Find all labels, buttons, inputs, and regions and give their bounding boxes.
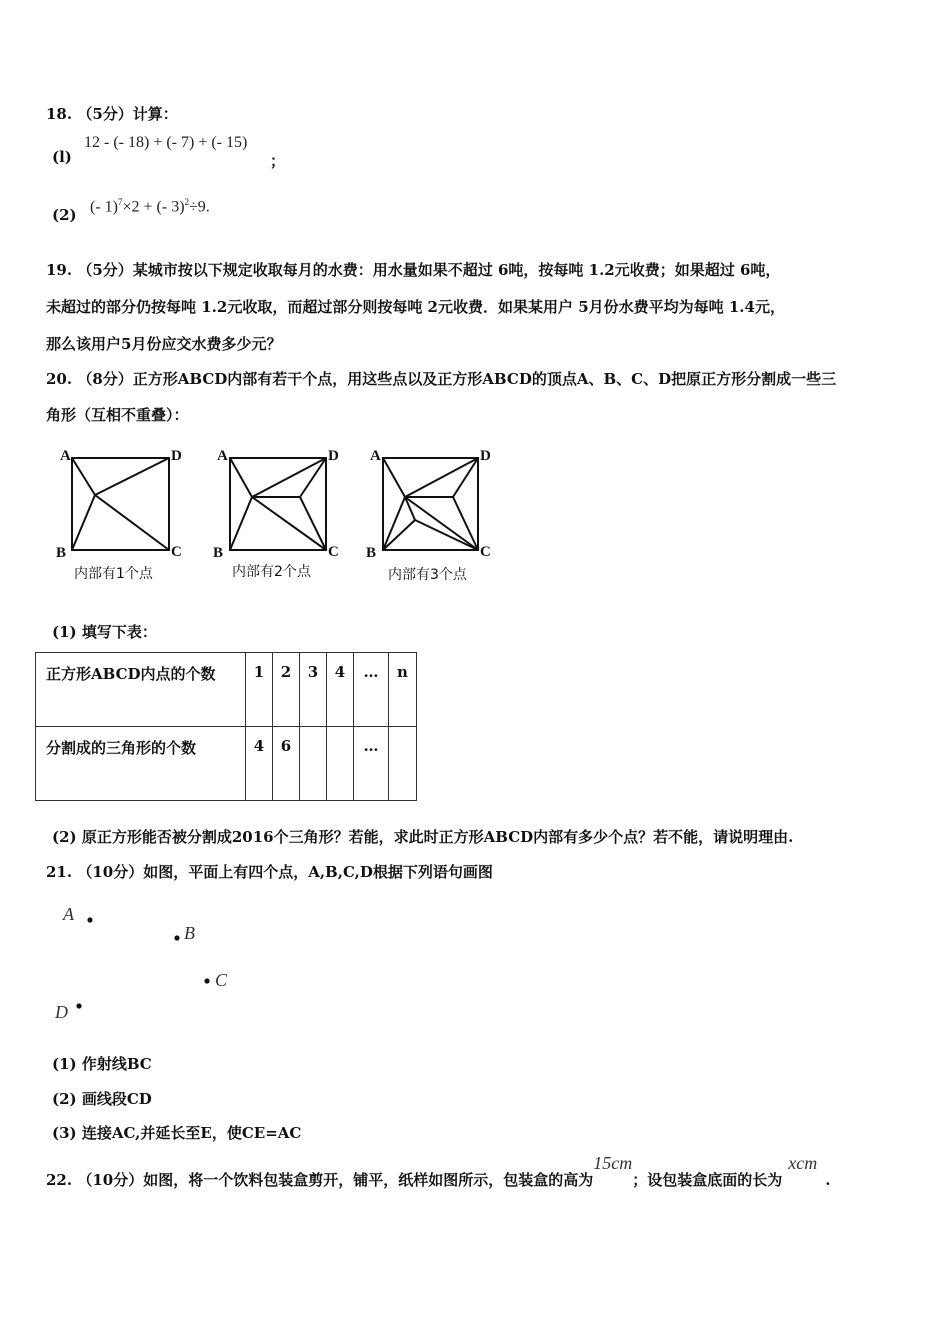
fig1-label-a: A [60, 448, 71, 464]
fig1-label-b: B [56, 545, 67, 561]
point-label-d: D [55, 1002, 68, 1022]
table-cell: 2 [273, 653, 300, 727]
fig3-label-b: B [366, 545, 377, 561]
q18-part1-expression: 12 - (- 18) + (- 7) + (- 15) [84, 134, 248, 151]
q20-sub2: (2) 原正方形能否被分割成2016个三角形？若能，求此时正方形ABCD内部有多少个点？若不能，请说明理由. [52, 828, 794, 846]
table-row [36, 727, 417, 801]
q18-part2-exp2: 2 [184, 197, 190, 207]
table-cell [327, 727, 354, 801]
table-cell: 正方形ABCD内点的个数 [36, 653, 246, 727]
q18-part2-end: . [205, 198, 210, 216]
fig2-label-b: B [213, 545, 224, 561]
table-cell: 4 [246, 727, 273, 801]
q22-part-a: 22. （10分）如图，将一个饮料包装盒剪开，铺平，纸样如图所示，包装盒的高为 [46, 1171, 594, 1189]
fig1-caption: 内部有1个点 [74, 566, 153, 582]
fig3-label-d: D [480, 448, 491, 464]
table-cell [300, 727, 327, 801]
fig1-square [72, 458, 169, 550]
q21-item2: (2) 画线段CD [52, 1090, 152, 1108]
table-cell: … [354, 727, 389, 801]
q18-part2-expression [90, 197, 210, 216]
fig2-label-a: A [217, 448, 228, 464]
q21-item1: (1) 作射线BC [52, 1055, 152, 1073]
point-label-a: A [63, 904, 74, 924]
fig1-line [72, 495, 95, 550]
fig3-line [405, 497, 478, 550]
q20-table [35, 652, 417, 801]
fig1-line [95, 458, 169, 495]
q18-heading: 18. （5分）计算： [46, 105, 178, 123]
fig1-label-c: C [171, 544, 182, 560]
fig2-line [252, 497, 326, 550]
q18-part2-label: (2) [52, 206, 77, 224]
q19-line1: 19. （5分）某城市按以下规定收取每月的水费：用水量如果不超过 6吨，按每吨 1.2元收费；如果超过 6吨， [46, 261, 781, 279]
fig2-line [252, 458, 326, 497]
table-cell [389, 727, 417, 801]
q20-line1: 20. （8分）正方形ABCD内部有若干个点，用这些点以及正方形ABCD的顶点A、B、C、D把原正方形分割成一些三 [46, 370, 837, 388]
q21-points-figure [50, 898, 250, 1028]
q22-end: . [825, 1171, 831, 1189]
fig3-line [383, 497, 405, 550]
fig1-label-d: D [171, 448, 182, 464]
fig1-line [95, 495, 169, 550]
fig2-line [300, 497, 326, 550]
fig3-line [415, 520, 478, 550]
q18-part2-a: (- 1) [90, 198, 118, 216]
fig2-square [230, 458, 326, 550]
fig3-label-c: C [480, 544, 491, 560]
fig2-label-d: D [328, 448, 339, 464]
fig3-line [383, 458, 405, 497]
q19-line2: 未超过的部分仍按每吨 1.2元收取，而超过部分则按每吨 2元收费．如果某用户 5月份水费平均为每吨 1.4元， [46, 298, 785, 316]
fig2-line [230, 497, 252, 550]
fig1-line [72, 458, 95, 495]
q21-heading: 21. （10分）如图，平面上有四个点，A,B,C,D根据下列语句画图 [46, 863, 493, 881]
fig3-caption: 内部有3个点 [388, 567, 467, 583]
point-a [87, 917, 92, 922]
q21-item3: (3) 连接AC,并延长至E，使CE=AC [52, 1124, 302, 1142]
q18-part1-label: (l) [52, 148, 72, 166]
point-d [76, 1003, 81, 1008]
point-b [174, 935, 179, 940]
q22-part-b: ；设包装盒底面的长为 [632, 1171, 783, 1189]
q18-part2-exp1: 7 [117, 197, 123, 207]
table-cell: 4 [327, 653, 354, 727]
table-cell: … [354, 653, 389, 727]
fig3-label-a: A [370, 448, 381, 464]
table-cell: 3 [300, 653, 327, 727]
fig2-line [230, 458, 252, 497]
q18-part1-end: ； [270, 152, 286, 170]
fig2-caption: 内部有2个点 [232, 564, 311, 580]
q22-length: xcm [788, 1153, 818, 1173]
point-label-c: C [215, 970, 228, 990]
point-label-b: B [184, 923, 195, 943]
fig2-label-c: C [328, 544, 339, 560]
q22-height: 15cm [593, 1153, 633, 1173]
fig3-line [405, 458, 478, 497]
point-c [204, 978, 209, 983]
table-cell: n [389, 653, 417, 727]
fig3-line [383, 520, 415, 550]
table-cell: 6 [273, 727, 300, 801]
q20-line2: 角形（互相不重叠）： [46, 406, 189, 424]
q22-text [46, 1153, 831, 1190]
table-cell: 分割成的三角形的个数 [36, 727, 246, 801]
q18-part2-c: ÷9 [189, 198, 206, 216]
q18-part2-b: ×2 + (- 3) [122, 198, 185, 216]
table-cell: 1 [246, 653, 273, 727]
table-row [36, 653, 417, 727]
q20-sub1: (1) 填写下表： [52, 623, 157, 641]
q19-line3: 那么该用户5月份应交水费多少元？ [46, 335, 282, 353]
